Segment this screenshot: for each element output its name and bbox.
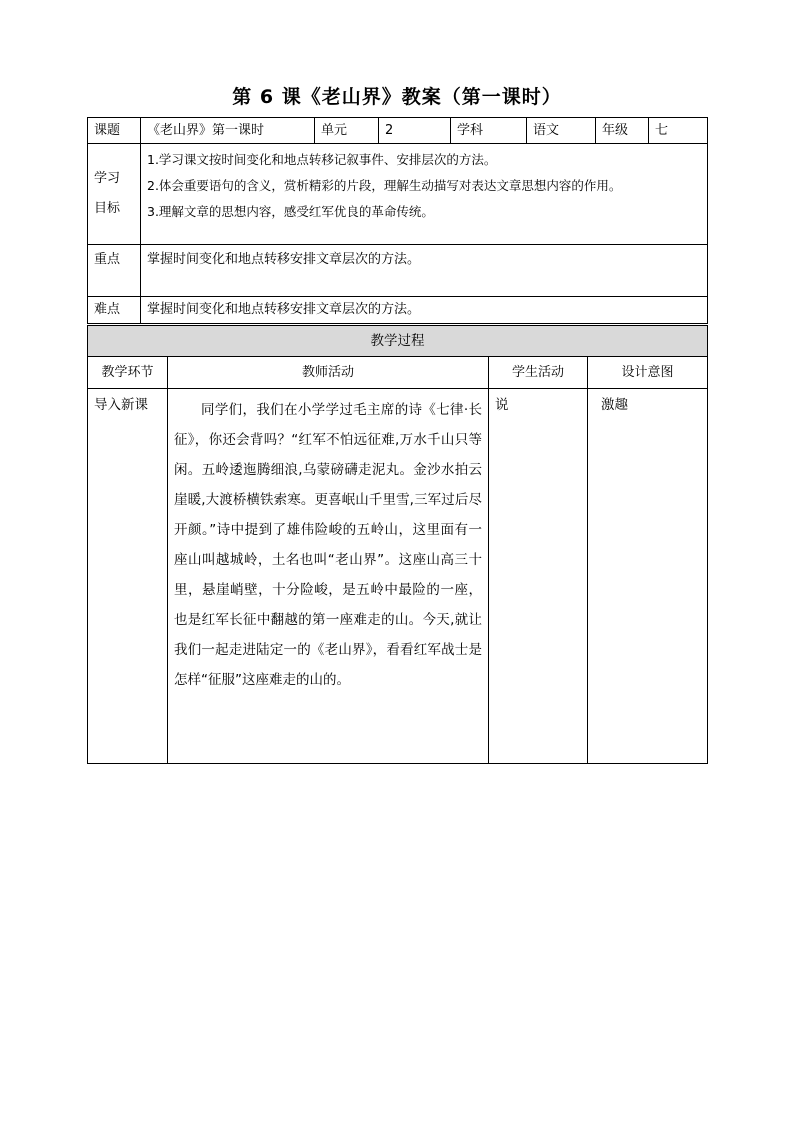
difficulty-label: 难点 (88, 297, 141, 324)
header-teacher-activity: 教师活动 (168, 357, 489, 389)
header-student-activity: 学生活动 (489, 357, 588, 389)
student-activity-cell: 说 (489, 389, 588, 764)
objectives-row (88, 144, 708, 245)
key-point-label: 重点 (88, 245, 141, 297)
grade-label: 年级 (596, 118, 649, 144)
unit-value: 2 (379, 118, 451, 144)
teaching-process-table (87, 325, 708, 764)
unit-label: 单元 (315, 118, 379, 144)
info-row (88, 118, 708, 144)
difficulty-row (88, 297, 708, 324)
process-band-title: 教学过程 (88, 326, 708, 357)
objectives-label-line1: 学习 (94, 171, 121, 186)
key-point-text: 掌握时间变化和地点转移安排文章层次的方法。 (141, 245, 708, 297)
topic-label: 课题 (88, 118, 141, 144)
header-design-intent: 设计意图 (588, 357, 708, 389)
objectives-label-line2: 目标 (94, 201, 121, 216)
grade-value: 七 (649, 118, 708, 144)
key-point-row (88, 245, 708, 297)
subject-value: 语文 (527, 118, 596, 144)
stage-cell: 导入新课 (88, 389, 168, 764)
objectives-label (88, 144, 141, 245)
header-stage: 教学环节 (88, 357, 168, 389)
subject-label: 学科 (451, 118, 527, 144)
process-row-intro (88, 389, 708, 764)
objectives-list (141, 144, 708, 245)
objective-item: 1.学习课文按时间变化和地点转移记叙事件、安排层次的方法。 (147, 152, 497, 167)
objective-item: 3.理解文章的思想内容，感受红军优良的革命传统。 (147, 204, 434, 219)
topic-value: 《老山界》第一课时 (141, 118, 315, 144)
teacher-activity-cell: 同学们，我们在小学学过毛主席的诗《七律·长征》，你还会背吗？“红军不怕远征难,万水千山只等闲。五岭逶迤腾细浪,乌蒙磅礴走泥丸。金沙水拍云崖暖,大渡桥横铁索寒。更喜岷山千里雪,三军过后尽开颜。”诗中提到了雄伟险峻的五岭山，这里面有一座山叫越城岭，土名也叫“老山界”。这座山高三十里，悬崖峭壁，十分险峻，是五岭中最险的一座，也是红军长征中翻越的第一座难走的山。今天,就让我们一起走进陆定一的《老山界》，看看红军战士是怎样“征服”这座难走的山的。 (168, 389, 489, 764)
process-band-row (88, 326, 708, 357)
objective-item: 2.体会重要语句的含义，赏析精彩的片段，理解生动描写对表达文章思想内容的作用。 (147, 178, 622, 193)
difficulty-text: 掌握时间变化和地点转移安排文章层次的方法。 (141, 297, 708, 324)
process-header-row (88, 357, 708, 389)
page-title: 第 6 课《老山界》教案（第一课时） (232, 86, 562, 108)
lesson-info-table (87, 117, 708, 324)
design-intent-cell: 激趣 (588, 389, 708, 764)
